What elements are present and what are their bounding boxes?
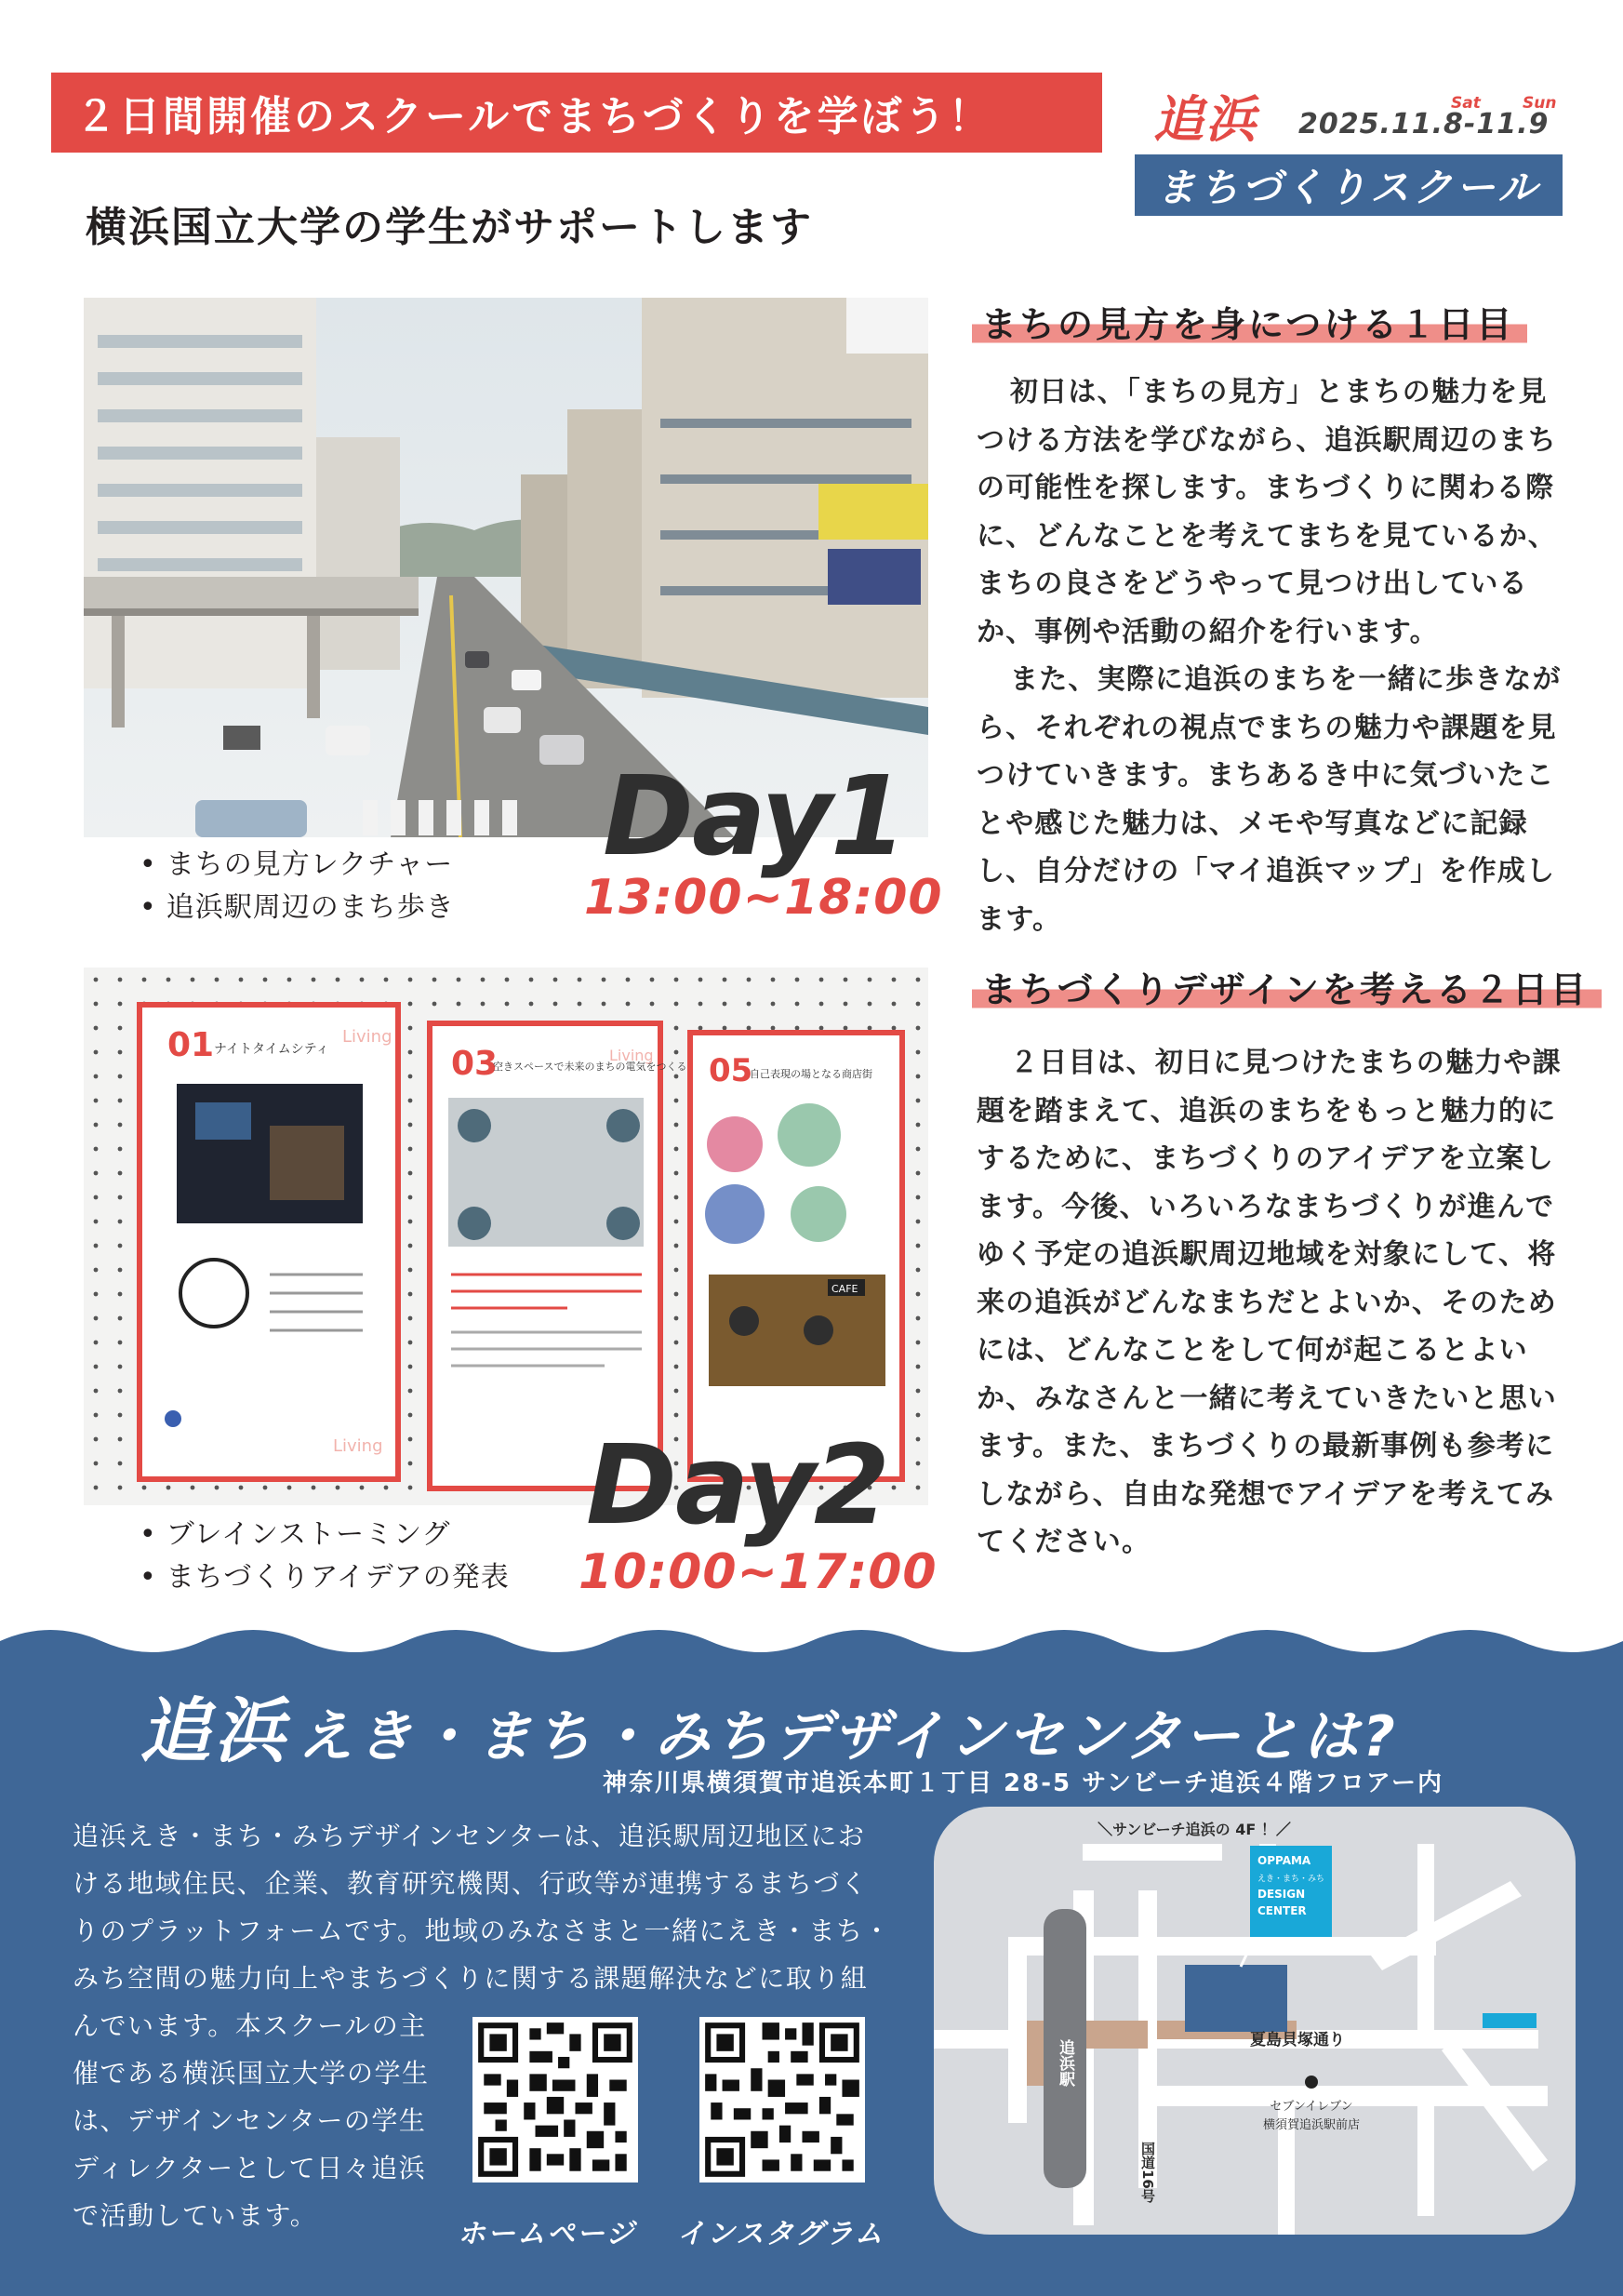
title-place: 追浜	[140, 1689, 288, 1772]
text-line: んでいます。本スクールの主	[73, 2010, 427, 2041]
store-label: 横須賀追浜駅前店	[1262, 2118, 1361, 2132]
day2-description	[977, 1039, 1572, 1567]
homepage-link[interactable]: ホームページ	[458, 2218, 636, 2250]
text-line: みち空間の魅力向上やまちづくりに関する課題解決などに取り組	[73, 1963, 869, 1994]
center-name-line: OPPAMA	[1257, 1854, 1311, 1867]
poster-03	[430, 1023, 686, 1488]
design-center-title	[140, 1675, 1399, 1776]
text-line: 追浜えき・まち・みちデザインセンターは、追浜駅周辺地区にお	[73, 1821, 866, 1851]
list-item: • 追浜駅周辺のまち歩き	[140, 887, 455, 929]
subtitle: 横浜国立大学の学生がサポートします	[86, 204, 813, 251]
text-line: ディレクターとして日々追浜	[73, 2153, 427, 2183]
poster-cafe-sign: CAFE	[831, 1283, 858, 1295]
day1-label: Day1	[603, 752, 905, 880]
day1-activity-list	[140, 844, 455, 929]
list-item: • ブレインストーミング	[140, 1514, 510, 1556]
day2-label: Day2	[586, 1421, 888, 1549]
list-item: • まちづくりアイデアの発表	[140, 1556, 510, 1599]
design-center-address: 神奈川県横須賀市追浜本町１丁目 28-5 サンビーチ追浜４階フロアー内	[603, 1769, 1444, 1797]
homepage-qr-code[interactable]	[472, 2017, 638, 2183]
day2-activity-list	[140, 1514, 510, 1599]
paragraph: 初日は、「まちの見方」とまちの魅力を見つける方法を学びながら、追浜駅周辺のまちの可能性を探します。まちづくりに関わる際に、どんなことを考えてまちを見ているか、まちの良さをどうやって見つけ出しているか、事例や活動の紹介を行います。	[977, 376, 1557, 648]
poster-number: 01	[167, 1026, 215, 1064]
list-item: • まちの見方レクチャー	[140, 844, 455, 887]
street-label: 夏島貝塚通り	[1250, 2031, 1345, 2049]
poster-number: 05	[709, 1052, 753, 1089]
location-map	[934, 1807, 1576, 2235]
text-line: ける地域住民、企業、教育研究機関、行政等が連携するまちづく	[73, 1868, 869, 1899]
text-line: で活動しています。	[73, 2200, 318, 2231]
headline-banner: ２日間開催のスクールでまちづくりを学ぼう！	[51, 73, 1102, 153]
logo-school-name: まちづくりスクール	[1135, 154, 1563, 216]
store-marker-icon	[1305, 2076, 1318, 2089]
poster-title: 自己表現の場となる商店街	[750, 1068, 872, 1080]
poster-01	[140, 1005, 398, 1479]
paragraph: ２日目は、初日に見つけたまちの魅力や課題を踏まえて、追浜のまちをもっと魅力的にするために、まちづくりのアイデアを立案します。今後、いろいろなまちづくりが進んでゆく予定の追浜駅周辺地域を対象にして、将来の追浜がどんなまちだとよいか、そのためには、どんなことをして何が起こるとよいか、みなさんと一緒に考えていきたいと思います。また、まちづくりの最新事例も参考にしながら、自由な発想でアイデアを考えてみてください。	[977, 1047, 1562, 1558]
poster-tag: Living	[342, 1027, 392, 1047]
logo-dates: 2025.11.8-11.9	[1298, 108, 1550, 140]
map-callout: ＼サンビーチ追浜の 4F ！／	[1098, 1821, 1291, 1838]
title-rest: えき・まち・みちデザインセンターとは?	[297, 1704, 1399, 1769]
logo-place-name: 追浜	[1153, 90, 1257, 149]
poster-tag: Living	[609, 1047, 654, 1064]
logo-sat-label: Sat	[1451, 94, 1481, 113]
text-line: は、デザインセンターの学生	[73, 2105, 427, 2136]
poster-title: ナイトタイムシティ	[214, 1042, 329, 1057]
poster-title: 空きスペースで未来のまちの電気をつくる	[493, 1061, 687, 1073]
center-name-line: DESIGN	[1257, 1888, 1306, 1901]
design-center-building	[1185, 1965, 1287, 2032]
day2-time: 10:00~17:00	[579, 1544, 938, 1600]
store-label: セブンイレブン	[1270, 2100, 1353, 2114]
day1-heading: まちの見方を身につける１日目	[972, 296, 1527, 347]
text-line: りのプラットフォームです。地域のみなさまと一緒にえき・まち・	[73, 1916, 891, 1946]
instagram-link[interactable]: インスタグラム	[677, 2218, 885, 2250]
poster-tag: Living	[333, 1436, 383, 1456]
day1-description	[977, 368, 1572, 943]
day1-time: 13:00~18:00	[584, 870, 943, 926]
center-name-line: CENTER	[1257, 1904, 1307, 1917]
paragraph: また、実際に追浜のまちを一緒に歩きながら、それぞれの視点でまちの魅力や課題を見つけていきます。まちあるき中に気づいたことや感じた魅力は、メモや写真などに記録し、自分だけの「マイ追浜マップ」を作成します。	[977, 663, 1562, 936]
poster-number: 03	[451, 1045, 499, 1083]
logo-sun-label: Sun	[1523, 94, 1557, 113]
center-name-line: えき・まち・みち	[1257, 1875, 1325, 1884]
poster-05	[690, 1033, 902, 1479]
day2-heading: まちづくりデザインを考える２日目	[972, 961, 1602, 1012]
station-label: 追浜駅	[1056, 2039, 1074, 2087]
text-line: 催である横浜国立大学の学生	[73, 2058, 430, 2089]
instagram-qr-code[interactable]	[699, 2017, 865, 2183]
route-label: 国道16号	[1139, 2142, 1156, 2203]
